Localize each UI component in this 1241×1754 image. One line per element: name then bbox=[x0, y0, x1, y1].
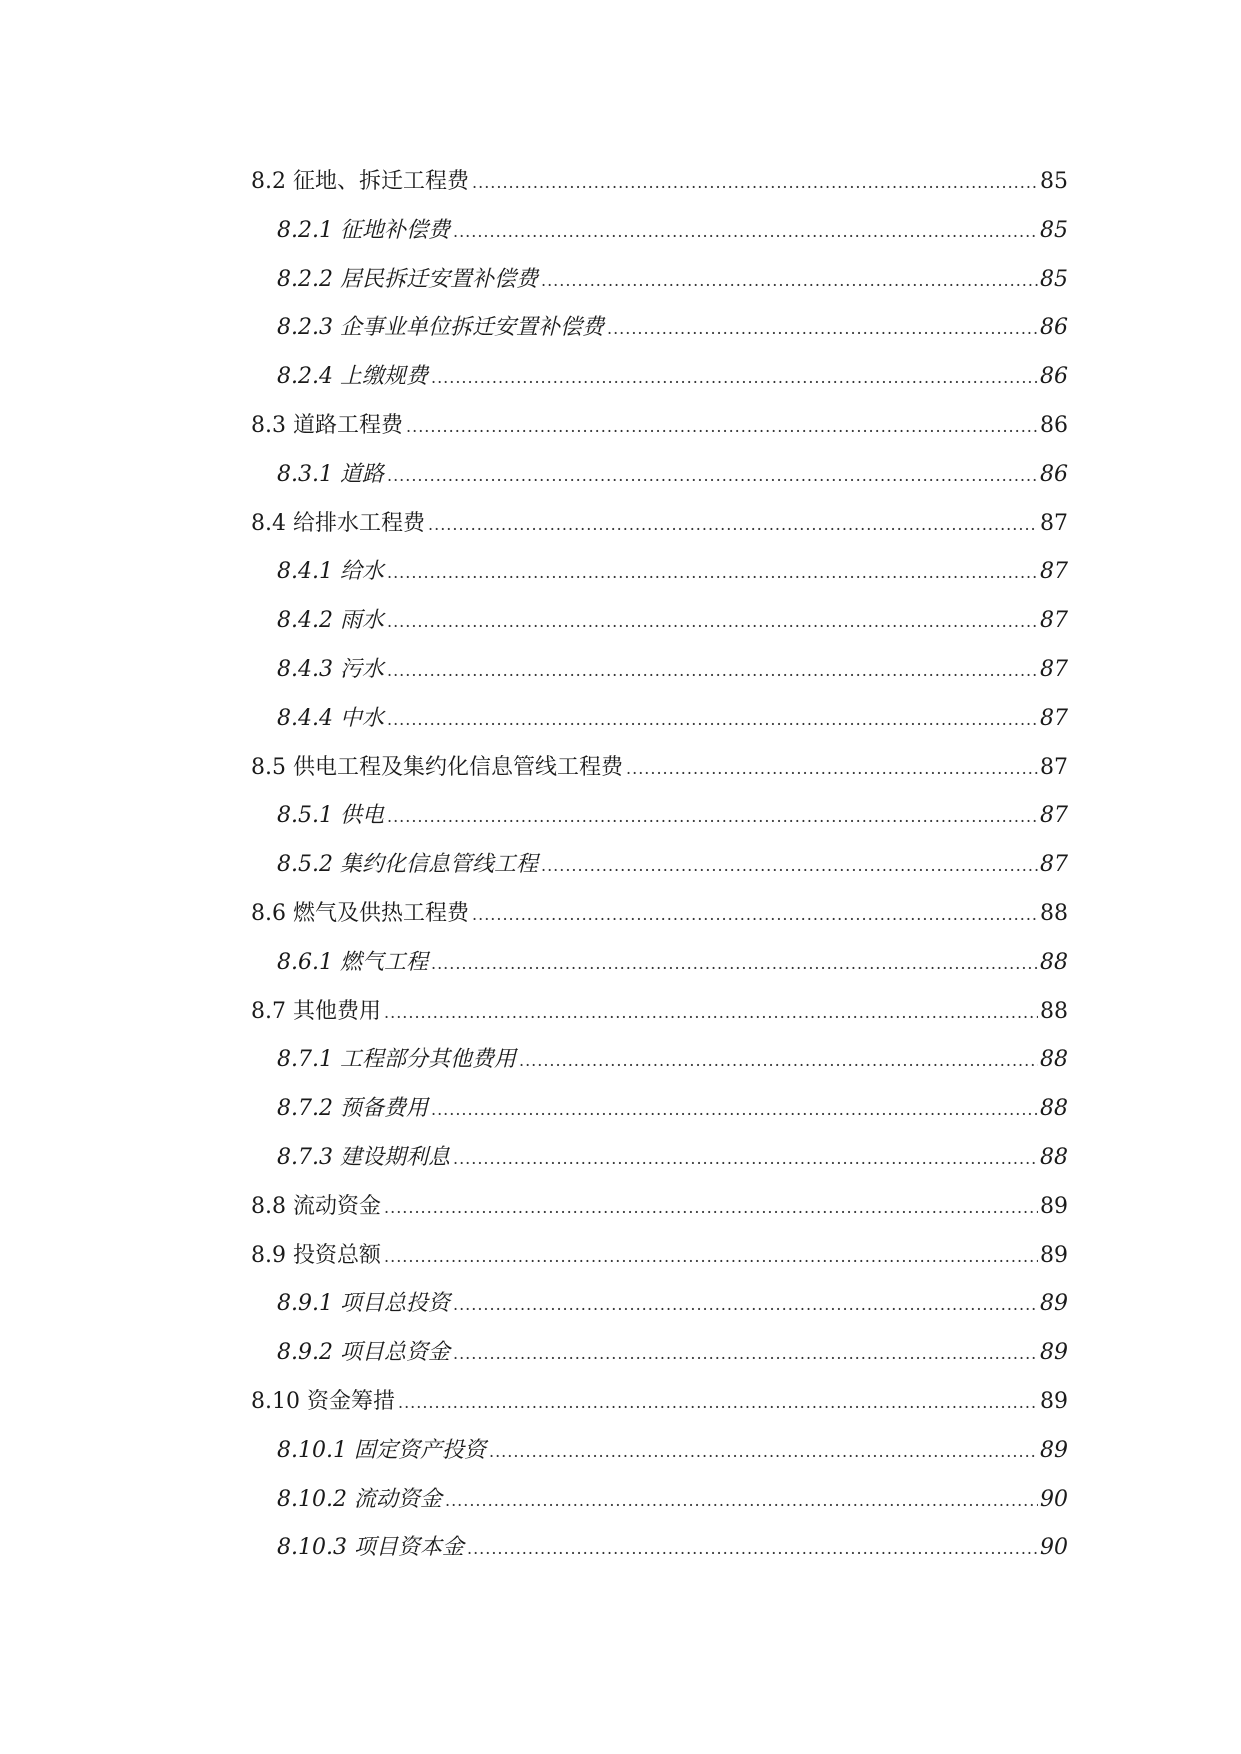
toc-entry-page-number: 90 bbox=[1040, 1535, 1068, 1561]
toc-entry-text bbox=[277, 1427, 489, 1476]
toc-entry-title: 其他费用 bbox=[293, 998, 382, 1024]
dot-leader bbox=[431, 354, 1038, 403]
toc-entry-number: 8.4.3 bbox=[277, 656, 333, 682]
toc-entry[interactable] bbox=[251, 500, 1068, 549]
toc-entry-page-number: 89 bbox=[1040, 1437, 1068, 1463]
dot-leader bbox=[431, 940, 1038, 989]
toc-entry-title: 流动资金 bbox=[353, 1486, 442, 1512]
toc-entry-page-number: 87 bbox=[1040, 852, 1068, 878]
toc-entry-number: 8.4.4 bbox=[277, 705, 333, 731]
toc-entry-page-number: 89 bbox=[1040, 1291, 1068, 1317]
toc-entry-title: 给排水工程费 bbox=[293, 510, 426, 536]
dot-leader bbox=[607, 305, 1038, 354]
toc-entry-number: 8.7.3 bbox=[277, 1144, 333, 1170]
toc-entry-title: 集约化信息管线工程 bbox=[339, 852, 538, 878]
toc-entry-text bbox=[277, 451, 387, 500]
toc-entry[interactable] bbox=[251, 158, 1068, 207]
toc-entry-page-number: 85 bbox=[1040, 266, 1068, 292]
toc-entry-text bbox=[277, 1036, 519, 1085]
toc-entry-text bbox=[277, 792, 387, 841]
toc-entry-number: 8.7.2 bbox=[277, 1096, 333, 1122]
dot-leader bbox=[453, 1281, 1038, 1330]
toc-entry[interactable] bbox=[251, 548, 1068, 597]
toc-entry-number: 8.4.1 bbox=[277, 559, 333, 585]
toc-entry-title: 雨水 bbox=[339, 608, 384, 634]
toc-entry-text bbox=[277, 1476, 445, 1525]
dot-leader bbox=[489, 1428, 1038, 1477]
toc-entry-page-number: 87 bbox=[1040, 754, 1068, 780]
toc-entry-text bbox=[251, 402, 406, 451]
toc-entry-text bbox=[277, 548, 387, 597]
toc-entry-text bbox=[277, 353, 431, 402]
dot-leader bbox=[453, 1330, 1038, 1379]
toc-entry-text bbox=[251, 890, 472, 939]
toc-entry[interactable] bbox=[251, 792, 1068, 841]
toc-entry[interactable] bbox=[251, 1476, 1068, 1525]
toc-entry[interactable] bbox=[251, 695, 1068, 744]
toc-entry[interactable] bbox=[251, 1329, 1068, 1378]
toc-entry-number: 8.2 bbox=[251, 169, 286, 194]
dot-leader bbox=[387, 793, 1038, 842]
toc-entry-text bbox=[277, 207, 453, 256]
toc-entry[interactable] bbox=[251, 1183, 1068, 1232]
toc-entry-number: 8.9 bbox=[251, 1242, 286, 1268]
toc-entry-page-number: 89 bbox=[1040, 1340, 1068, 1366]
dot-leader bbox=[453, 208, 1038, 257]
toc-entry-number: 8.9.2 bbox=[277, 1340, 333, 1366]
toc-entry-page-number: 86 bbox=[1040, 315, 1068, 341]
toc-entry-title: 道路 bbox=[339, 461, 384, 487]
toc-entry-number: 8.6 bbox=[251, 900, 286, 926]
toc-entry-page-number: 87 bbox=[1040, 803, 1068, 829]
toc-entry-number: 8.9.1 bbox=[277, 1291, 333, 1317]
toc-entry-text bbox=[277, 597, 387, 646]
toc-entry-title: 征地补偿费 bbox=[339, 217, 450, 243]
toc-entry-page-number: 87 bbox=[1040, 559, 1068, 585]
toc-entry-text bbox=[277, 304, 607, 353]
toc-entry-number: 8.8 bbox=[251, 1193, 286, 1219]
toc-entry-title: 企事业单位拆迁安置补偿费 bbox=[339, 315, 604, 341]
toc-entry[interactable] bbox=[251, 353, 1068, 402]
toc-entry[interactable] bbox=[251, 744, 1068, 793]
dot-leader bbox=[387, 452, 1038, 501]
toc-entry-text bbox=[251, 1183, 384, 1232]
toc-entry-text bbox=[277, 256, 541, 305]
toc-entry-text bbox=[251, 1232, 384, 1281]
toc-entry-page-number: 86 bbox=[1040, 461, 1068, 487]
toc-entry-text bbox=[251, 744, 626, 793]
toc-entry-number: 8.7 bbox=[251, 998, 286, 1024]
toc-entry-number: 8.2.4 bbox=[277, 364, 333, 390]
toc-entry-title: 项目总资金 bbox=[339, 1340, 450, 1366]
toc-entry[interactable] bbox=[251, 597, 1068, 646]
toc-entry-text bbox=[277, 939, 431, 988]
toc-entry-title: 固定资产投资 bbox=[353, 1437, 486, 1463]
toc-entry-number: 8.3.1 bbox=[277, 461, 333, 487]
dot-leader bbox=[406, 403, 1038, 452]
toc-entry[interactable] bbox=[251, 939, 1068, 988]
toc-entry-page-number: 89 bbox=[1040, 1193, 1068, 1219]
toc-entry-page-number: 89 bbox=[1040, 1388, 1068, 1414]
toc-entry-number: 8.5.2 bbox=[277, 852, 333, 878]
toc-entry-page-number: 86 bbox=[1040, 364, 1068, 390]
toc-entry-title: 上缴规费 bbox=[339, 364, 428, 390]
toc-entry[interactable] bbox=[251, 451, 1068, 500]
toc-entry-page-number: 87 bbox=[1040, 705, 1068, 731]
toc-entry-page-number: 88 bbox=[1040, 1047, 1068, 1073]
toc-entry-title: 流动资金 bbox=[293, 1193, 382, 1219]
toc-entry-number: 8.4 bbox=[251, 510, 286, 536]
toc-entry-text bbox=[277, 1134, 453, 1183]
toc-entry[interactable] bbox=[251, 304, 1068, 353]
toc-entry-page-number: 88 bbox=[1040, 998, 1068, 1024]
dot-leader bbox=[428, 501, 1038, 550]
toc-entry-text bbox=[277, 1329, 453, 1378]
dot-leader bbox=[431, 1086, 1038, 1135]
dot-leader bbox=[387, 598, 1038, 647]
dot-leader bbox=[387, 549, 1038, 598]
toc-entry[interactable] bbox=[251, 988, 1068, 1037]
toc-entry-title: 资金筹措 bbox=[306, 1388, 395, 1414]
toc-entry[interactable] bbox=[251, 890, 1068, 939]
dot-leader bbox=[472, 891, 1038, 940]
toc-entry-number: 8.3 bbox=[251, 412, 286, 438]
toc-entry-page-number: 88 bbox=[1040, 900, 1068, 926]
dot-leader bbox=[472, 159, 1038, 208]
toc-entry[interactable] bbox=[251, 1524, 1068, 1573]
toc-entry-title: 投资总额 bbox=[293, 1242, 382, 1268]
toc-entry-title: 居民拆迁安置补偿费 bbox=[339, 266, 538, 292]
toc-entry-number: 8.10.3 bbox=[277, 1535, 347, 1561]
toc-entry-number: 8.5 bbox=[251, 754, 286, 780]
toc-entry-text bbox=[251, 1378, 398, 1427]
toc-entry-number: 8.5.1 bbox=[277, 803, 333, 829]
toc-entry[interactable] bbox=[251, 841, 1068, 890]
toc-entry[interactable] bbox=[251, 256, 1068, 305]
toc-entry-text bbox=[277, 1280, 453, 1329]
toc-entry[interactable] bbox=[251, 1427, 1068, 1476]
toc-entry-text bbox=[277, 646, 387, 695]
dot-leader bbox=[384, 1184, 1038, 1233]
toc-entry-title: 供电 bbox=[339, 803, 384, 829]
toc-entry-text bbox=[277, 1085, 431, 1134]
toc-entry-page-number: 90 bbox=[1040, 1486, 1068, 1512]
toc-entry-title: 项目总投资 bbox=[339, 1291, 450, 1317]
dot-leader bbox=[387, 647, 1038, 696]
dot-leader bbox=[467, 1525, 1038, 1574]
toc-entry-page-number: 87 bbox=[1040, 656, 1068, 682]
toc-entry-page-number: 88 bbox=[1040, 1144, 1068, 1170]
toc-entry-text bbox=[251, 158, 472, 207]
toc-entry-number: 8.6.1 bbox=[277, 949, 333, 975]
toc-entry-number: 8.4.2 bbox=[277, 608, 333, 634]
toc-entry[interactable] bbox=[251, 1036, 1068, 1085]
dot-leader bbox=[398, 1379, 1038, 1428]
toc-entry-title: 征地、拆迁工程费 bbox=[293, 169, 470, 194]
toc-entry[interactable] bbox=[251, 1085, 1068, 1134]
toc-entry[interactable] bbox=[251, 1378, 1068, 1427]
toc-entry-text bbox=[277, 1524, 467, 1573]
toc-entry-title: 给水 bbox=[339, 559, 384, 585]
toc-entry-number: 8.10 bbox=[251, 1388, 300, 1414]
toc-entry[interactable] bbox=[251, 646, 1068, 695]
toc-entry[interactable] bbox=[251, 1232, 1068, 1281]
toc-entry-title: 供电工程及集约化信息管线工程费 bbox=[293, 754, 624, 780]
toc-entry-title: 预备费用 bbox=[339, 1096, 428, 1122]
dot-leader bbox=[384, 989, 1038, 1038]
dot-leader bbox=[519, 1037, 1038, 1086]
toc-entry-title: 项目资本金 bbox=[353, 1535, 464, 1561]
toc-entry-text bbox=[251, 500, 428, 549]
toc-entry-text bbox=[251, 988, 384, 1037]
dot-leader bbox=[453, 1135, 1038, 1184]
toc-entry-title: 污水 bbox=[339, 656, 384, 682]
table-of-contents bbox=[251, 158, 1068, 1573]
dot-leader bbox=[541, 842, 1038, 891]
toc-entry-text bbox=[277, 695, 387, 744]
toc-entry-number: 8.7.1 bbox=[277, 1047, 333, 1073]
dot-leader bbox=[445, 1477, 1038, 1526]
toc-entry-page-number: 85 bbox=[1040, 217, 1068, 243]
toc-entry-page-number: 87 bbox=[1040, 608, 1068, 634]
toc-entry-title: 工程部分其他费用 bbox=[339, 1047, 516, 1073]
toc-entry-number: 8.2.3 bbox=[277, 315, 333, 341]
toc-entry-title: 燃气及供热工程费 bbox=[293, 900, 470, 926]
toc-entry-page-number: 86 bbox=[1040, 412, 1068, 438]
toc-entry-page-number: 88 bbox=[1040, 949, 1068, 975]
toc-entry-number: 8.10.2 bbox=[277, 1486, 347, 1512]
dot-leader bbox=[384, 1233, 1038, 1282]
toc-entry-page-number: 88 bbox=[1040, 1096, 1068, 1122]
toc-entry-title: 建设期利息 bbox=[339, 1144, 450, 1170]
dot-leader bbox=[541, 257, 1038, 306]
toc-entry-page-number: 85 bbox=[1040, 169, 1068, 194]
toc-entry-page-number: 87 bbox=[1040, 510, 1068, 536]
toc-entry-number: 8.2.2 bbox=[277, 266, 333, 292]
toc-entry[interactable] bbox=[251, 1134, 1068, 1183]
toc-entry-page-number: 89 bbox=[1040, 1242, 1068, 1268]
toc-entry-title: 中水 bbox=[339, 705, 384, 731]
toc-entry-title: 燃气工程 bbox=[339, 949, 428, 975]
dot-leader bbox=[626, 745, 1038, 794]
dot-leader bbox=[387, 696, 1038, 745]
toc-entry[interactable] bbox=[251, 1280, 1068, 1329]
toc-entry-title: 道路工程费 bbox=[293, 412, 404, 438]
toc-entry[interactable] bbox=[251, 402, 1068, 451]
toc-entry[interactable] bbox=[251, 207, 1068, 256]
toc-entry-number: 8.10.1 bbox=[277, 1437, 347, 1463]
toc-entry-number: 8.2.1 bbox=[277, 217, 333, 243]
toc-entry-text bbox=[277, 841, 541, 890]
